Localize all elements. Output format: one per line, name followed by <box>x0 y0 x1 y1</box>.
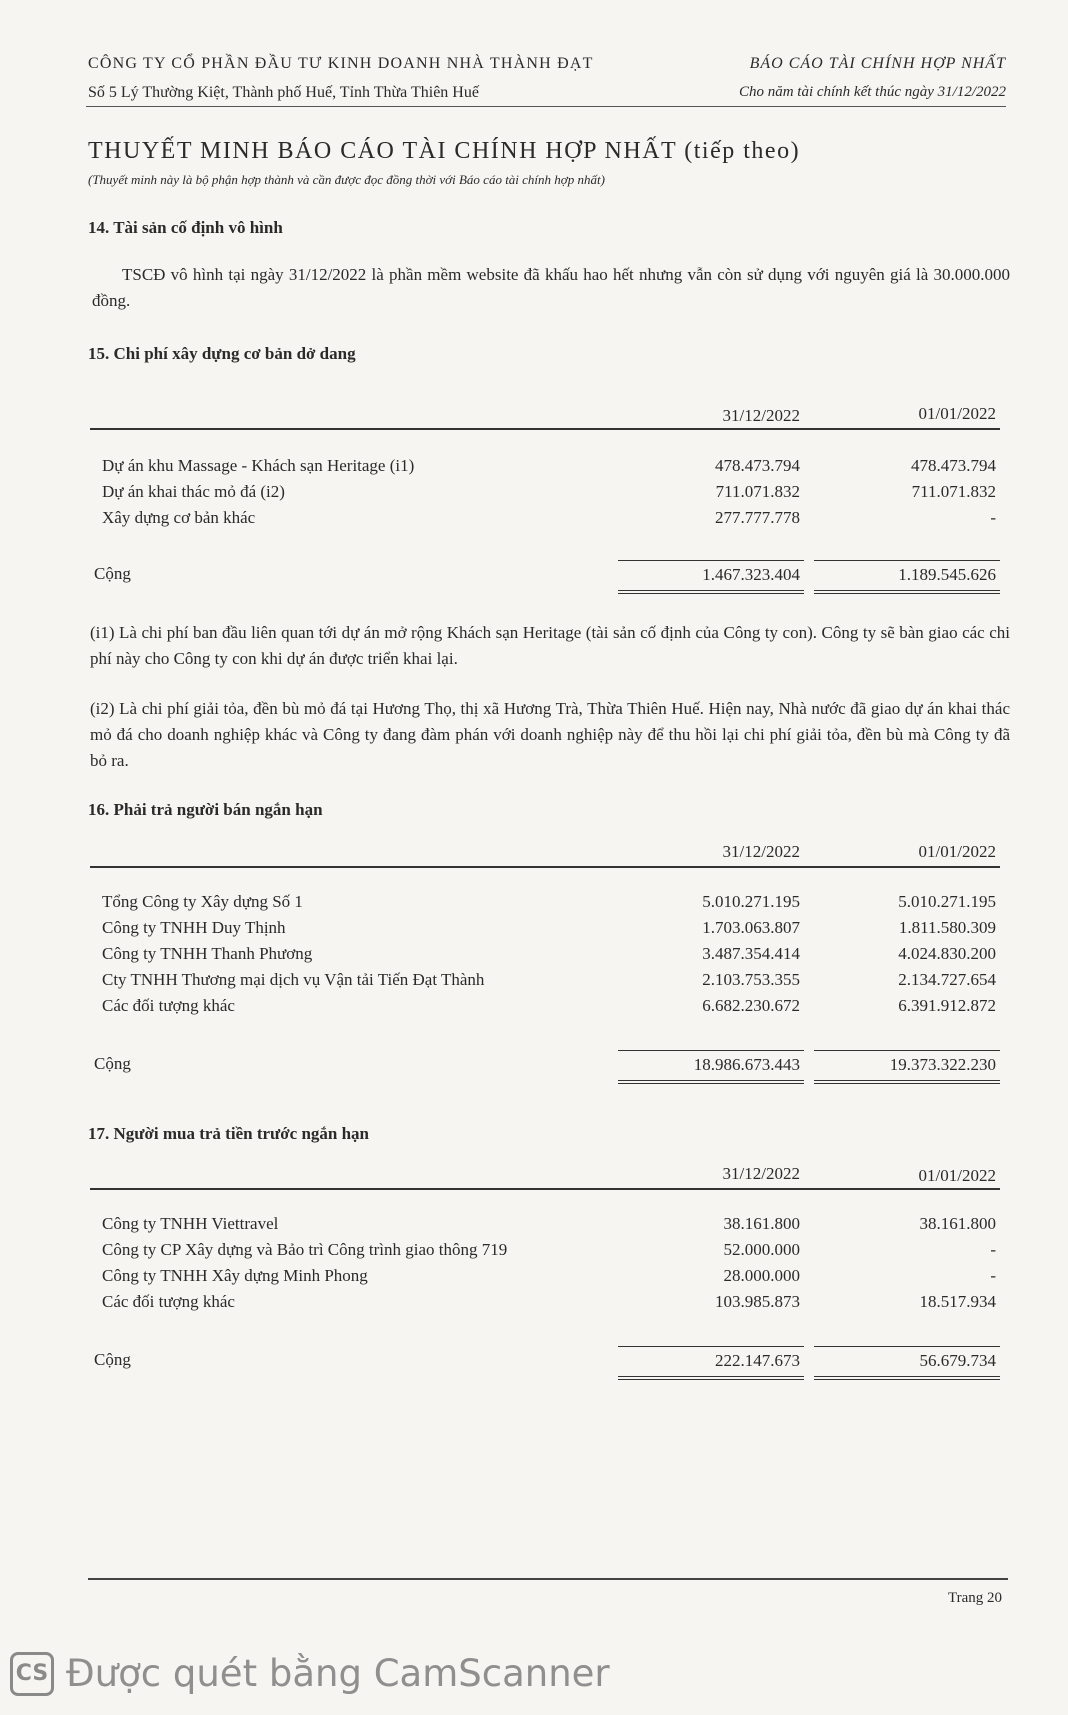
total-label: Cộng <box>94 1350 131 1369</box>
row-label: Cty TNHH Thương mại dịch vụ Vận tải Tiến Đạt Thành <box>102 970 485 989</box>
section-14-heading: 14. Tài sản cố định vô hình <box>88 218 283 237</box>
table-row <box>90 996 1000 1022</box>
row-label: Công ty CP Xây dựng và Bảo trì Công trình giao thông 719 <box>102 1240 508 1259</box>
total-value-2021: 19.373.322.230 <box>814 1050 1000 1084</box>
row-value-2022: 38.161.800 <box>723 1214 800 1233</box>
row-label: Công ty TNHH Thanh Phương <box>102 944 313 963</box>
table-total-row <box>90 560 1000 590</box>
row-value-2021: 5.010.271.195 <box>898 892 996 911</box>
section-17-heading: 17. Người mua trả tiền trước ngắn hạn <box>88 1124 370 1143</box>
row-value-2022: 6.682.230.672 <box>702 996 800 1015</box>
page-subtitle: (Thuyết minh này là bộ phận hợp thành và cần được đọc đồng thời với Báo cáo tài chính hợp nhất) <box>88 172 605 187</box>
header-divider <box>86 106 1006 107</box>
row-label: Các đối tượng khác <box>102 1292 235 1311</box>
total-label: Cộng <box>94 1054 131 1073</box>
row-value-2021: 478.473.794 <box>911 456 996 475</box>
row-value-2022: 28.000.000 <box>723 1266 800 1285</box>
table-rule <box>90 866 1000 868</box>
table-rule <box>90 428 1000 430</box>
row-label: Công ty TNHH Xây dựng Minh Phong <box>102 1266 368 1285</box>
row-label: Tổng Công ty Xây dựng Số 1 <box>102 892 303 911</box>
row-value-2021: 711.071.832 <box>911 482 996 501</box>
page-number: Trang 20 <box>947 1590 1002 1606</box>
row-value-2021: 1.811.580.309 <box>898 918 996 937</box>
total-value-2022: 18.986.673.443 <box>618 1050 804 1084</box>
row-value-2021: 38.161.800 <box>919 1214 996 1233</box>
row-value-2022: 103.985.873 <box>715 1292 800 1311</box>
table-row <box>90 1240 1000 1266</box>
footer-divider <box>88 1578 1008 1580</box>
row-value-2021: - <box>990 508 996 527</box>
row-value-2021: 2.134.727.654 <box>898 970 996 989</box>
row-label: Công ty TNHH Viettravel <box>102 1214 279 1233</box>
row-label: Công ty TNHH Duy Thịnh <box>102 918 286 937</box>
report-period: Cho năm tài chính kết thúc ngày 31/12/2022 <box>738 84 1006 100</box>
row-label: Dự án khu Massage - Khách sạn Heritage (i1) <box>102 456 415 475</box>
total-value-2022: 222.147.673 <box>618 1346 804 1380</box>
table-row <box>90 1214 1000 1240</box>
report-title: BÁO CÁO TÀI CHÍNH HỢP NHẤT <box>749 55 1006 72</box>
table-row <box>90 918 1000 944</box>
col-header-2022: 31/12/2022 <box>722 406 800 425</box>
section-16-heading: 16. Phải trả người bán ngắn hạn <box>88 800 323 819</box>
total-value-2021: 1.189.545.626 <box>814 560 1000 594</box>
row-value-2022: 3.487.354.414 <box>702 944 800 963</box>
table-rule <box>90 1188 1000 1190</box>
row-value-2021: 6.391.912.872 <box>898 996 996 1015</box>
col-header-2021: 01/01/2022 <box>918 1166 996 1185</box>
row-value-2022: 52.000.000 <box>723 1240 800 1259</box>
table-row <box>90 944 1000 970</box>
row-label: Các đối tượng khác <box>102 996 235 1015</box>
table-row <box>90 508 1000 534</box>
row-value-2022: 1.703.063.807 <box>702 918 800 937</box>
row-label: Xây dựng cơ bản khác <box>102 508 256 527</box>
table-row <box>90 892 1000 918</box>
section-14-text: TSCĐ vô hình tại ngày 31/12/2022 là phần mềm website đã khấu hao hết nhưng vẫn còn sử dụng với nguyên giá là 30.000.000 đồng. <box>92 265 1010 310</box>
row-value-2022: 5.010.271.195 <box>702 892 800 911</box>
page-title: THUYẾT MINH BÁO CÁO TÀI CHÍNH HỢP NHẤT (tiếp theo) <box>88 138 801 164</box>
total-value-2022: 1.467.323.404 <box>618 560 804 594</box>
row-value-2021: - <box>990 1240 996 1259</box>
row-label: Dự án khai thác mỏ đá (i2) <box>102 482 285 501</box>
row-value-2022: 2.103.753.355 <box>702 970 800 989</box>
col-header-2022: 31/12/2022 <box>722 842 800 861</box>
row-value-2022: 478.473.794 <box>715 456 800 475</box>
company-name: CÔNG TY CỔ PHẦN ĐẦU TƯ KINH DOANH NHÀ THÀNH ĐẠT <box>88 55 594 72</box>
section-15-heading: 15. Chi phí xây dựng cơ bản dở dang <box>88 344 356 363</box>
table-row <box>90 1292 1000 1318</box>
table-row <box>90 970 1000 996</box>
row-value-2022: 711.071.832 <box>715 482 800 501</box>
col-header-2022: 31/12/2022 <box>722 1164 800 1183</box>
camscanner-watermark: Được quét bằng CamScanner <box>66 1652 610 1695</box>
table-total-row <box>90 1050 1000 1080</box>
col-header-2021: 01/01/2022 <box>918 842 996 861</box>
row-value-2022: 277.777.778 <box>715 508 800 527</box>
row-value-2021: 18.517.934 <box>919 1292 996 1311</box>
table-row <box>90 1266 1000 1292</box>
camscanner-logo-icon: CS <box>10 1652 54 1696</box>
note-i2: (i2) Là chi phí giải tỏa, đền bù mỏ đá tại Hương Thọ, thị xã Hương Trà, Thừa Thiên Huế. Hiện nay, Nhà nước đã giao dự án khai thác mỏ đá cho doanh nghiệp khác và Công ty đang đàm phán với doanh nghiệp này để thu hồi lại chi phí giải tỏa, đền bù mà Công ty đã bỏ ra. <box>90 699 1010 770</box>
table-total-row <box>90 1346 1000 1376</box>
row-value-2021: 4.024.830.200 <box>898 944 996 963</box>
row-value-2021: - <box>990 1266 996 1285</box>
table-row <box>90 456 1000 482</box>
note-i1: (i1) Là chi phí ban đầu liên quan tới dự án mở rộng Khách sạn Heritage (tài sản cố định của Công ty con). Công ty sẽ bàn giao các chi phí này cho Công ty con khi dự án được triển khai lại. <box>90 623 1010 668</box>
col-header-2021: 01/01/2022 <box>918 404 996 423</box>
company-address: Số 5 Lý Thường Kiệt, Thành phố Huế, Tỉnh Thừa Thiên Huế <box>88 84 479 101</box>
total-label: Cộng <box>94 564 131 583</box>
total-value-2021: 56.679.734 <box>814 1346 1000 1380</box>
table-row <box>90 482 1000 508</box>
